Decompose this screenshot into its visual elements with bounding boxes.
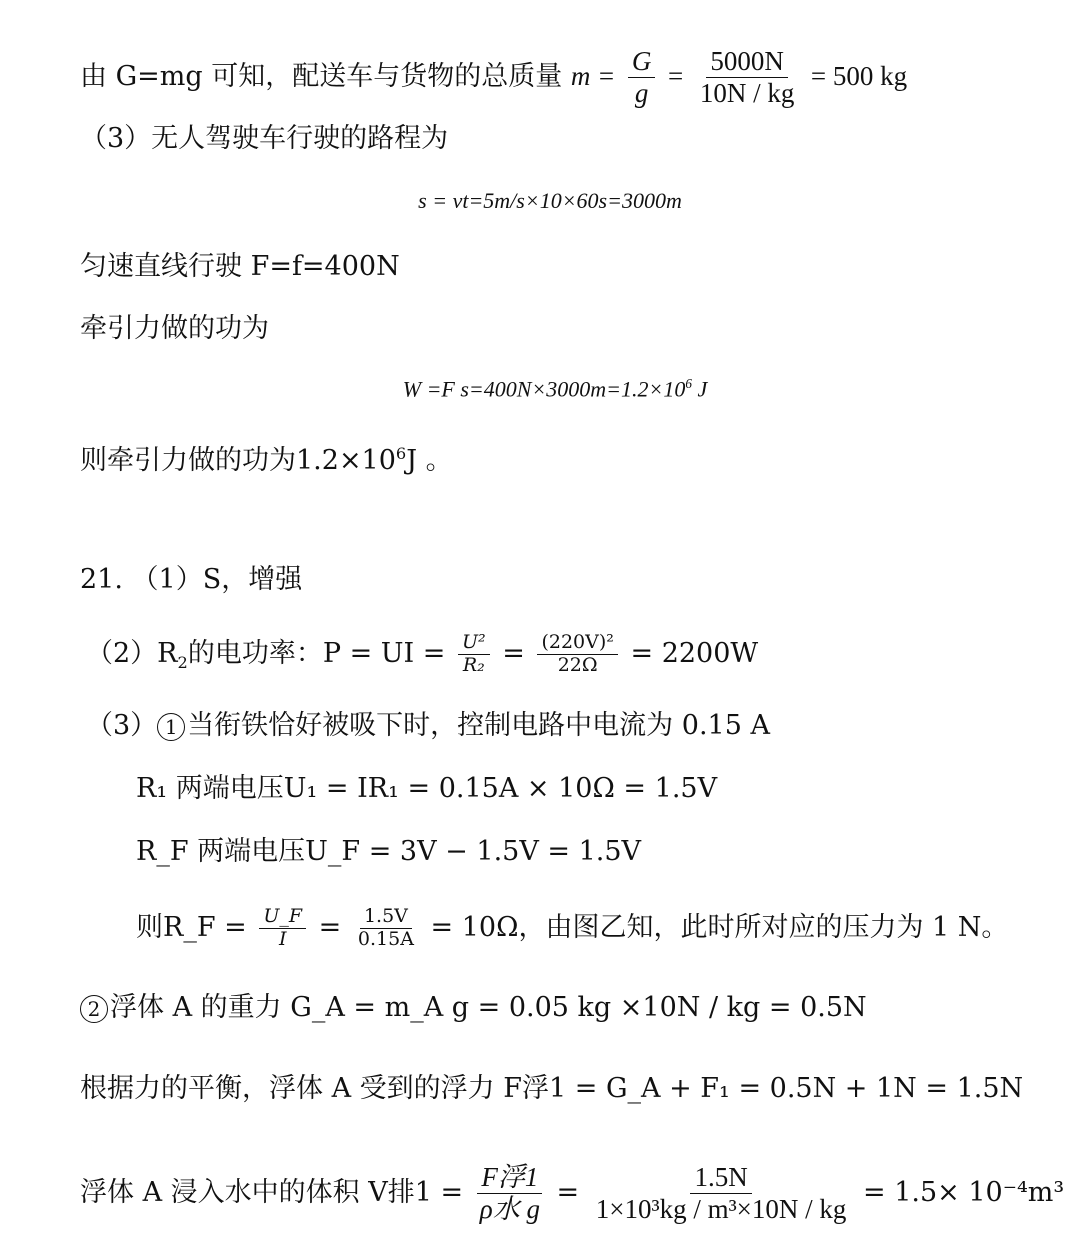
line-part3: （3）无人驾驶车行驶的路程为 (80, 123, 449, 154)
line-uniform-motion: 匀速直线行驶 F=f=400N (80, 251, 400, 282)
fraction-220v (537, 632, 617, 677)
mass-result: = 500 kg (810, 61, 908, 92)
power-prefix: （2）R (86, 637, 178, 669)
equals-sign: = (318, 911, 342, 943)
fraction-f-over-rho-g (476, 1162, 544, 1225)
fraction-denominator: g (634, 78, 649, 109)
fraction-denominator: I (278, 927, 287, 950)
volume-prefix: 浮体 A 浸入水中的体积 V排1 = (80, 1177, 464, 1209)
power-result: = 2200W (630, 637, 759, 669)
circled-number-2: 2 (80, 995, 108, 1023)
line-rf-voltage: R_F 两端电压U_F = 3V − 1.5V = 1.5V (136, 836, 642, 867)
fraction-numerator: 1.5N (690, 1162, 751, 1194)
line-work-label: 牵引力做的功为 (80, 313, 269, 344)
fraction-numerator: U_F (259, 906, 306, 929)
fraction-1-5v (354, 906, 418, 951)
fraction-uf-i (259, 906, 306, 951)
power-mid: 的电功率：P = UI = (187, 637, 446, 669)
line-gravity (80, 991, 867, 1025)
work-equation (15, 376, 1080, 402)
line-buoyancy: 根据力的平衡，浮体 A 受到的浮力 F浮1 = G_A + F₁ = 0.5N + 1N = 1.5N (80, 1073, 1024, 1104)
line-mass (80, 46, 907, 109)
fraction-denominator: 0.15A (357, 927, 414, 950)
fraction-denominator: ρ水 g (479, 1194, 540, 1225)
line-work-result (80, 437, 453, 478)
work-exponent: 6 (685, 376, 692, 391)
line-q21: 21. （1）S，增强 (80, 564, 303, 595)
line-power (86, 632, 758, 680)
circled-number-1: 1 (157, 713, 185, 741)
equals-sign: = (668, 61, 684, 92)
fraction-1-5n (592, 1162, 851, 1225)
line-current (86, 709, 770, 743)
work-unit: J (691, 376, 708, 402)
fraction-numerator: U² (458, 632, 490, 655)
work-result-exponent: 6 (395, 444, 407, 463)
fraction-5000n (696, 46, 799, 109)
volume-result: = 1.5× 10⁻⁴m³ (863, 1177, 1065, 1209)
fraction-numerator: 1.5V (360, 906, 412, 929)
work-equation-text: W =F s=400N×3000m=1.2×10 (402, 376, 686, 402)
rf-result: = 10Ω，由图乙知，此时所对应的压力为 1 N。 (430, 911, 1009, 943)
current-prefix: （3） (86, 710, 158, 741)
fraction-numerator: F浮1 (477, 1162, 542, 1194)
fraction-numerator: 5000N (706, 46, 788, 78)
fraction-denominator: R₂ (462, 653, 485, 676)
gravity-text: 浮体 A 的重力 G_A = m_A g = 0.05 kg ×10N / kg = 0.5N (110, 992, 867, 1023)
equals-sign: = (556, 1177, 580, 1209)
line-mass-text: 由 G=mg 可知，配送车与货物的总质量 (80, 61, 563, 93)
fraction-denominator: 10N / kg (699, 78, 795, 109)
power-sub: 2 (177, 653, 188, 673)
line-r1-voltage: R₁ 两端电压U₁ = IR₁ = 0.15A × 10Ω = 1.5V (136, 773, 718, 804)
line-volume (80, 1162, 1064, 1225)
fraction-denominator: 22Ω (557, 653, 598, 676)
fraction-numerator: G (628, 46, 656, 78)
fraction-g-over-g (628, 46, 656, 109)
line-rf-resistance (136, 906, 1008, 951)
fraction-u2-r2 (458, 632, 490, 677)
distance-equation: s = vt=5m/s×10×60s=3000m (418, 188, 682, 213)
fraction-numerator: (220V)² (537, 632, 617, 655)
work-result-unit: J 。 (406, 445, 453, 476)
equals-sign: = (502, 637, 525, 669)
work-result-text: 则牵引力做的功为1.2×10 (80, 445, 396, 476)
mass-symbol: m = (570, 61, 616, 92)
rf-prefix: 则R_F = (136, 911, 247, 943)
current-text: 当衔铁恰好被吸下时，控制电路中电流为 0.15 A (187, 710, 770, 741)
fraction-denominator: 1×10³kg / m³×10N / kg (595, 1194, 847, 1225)
